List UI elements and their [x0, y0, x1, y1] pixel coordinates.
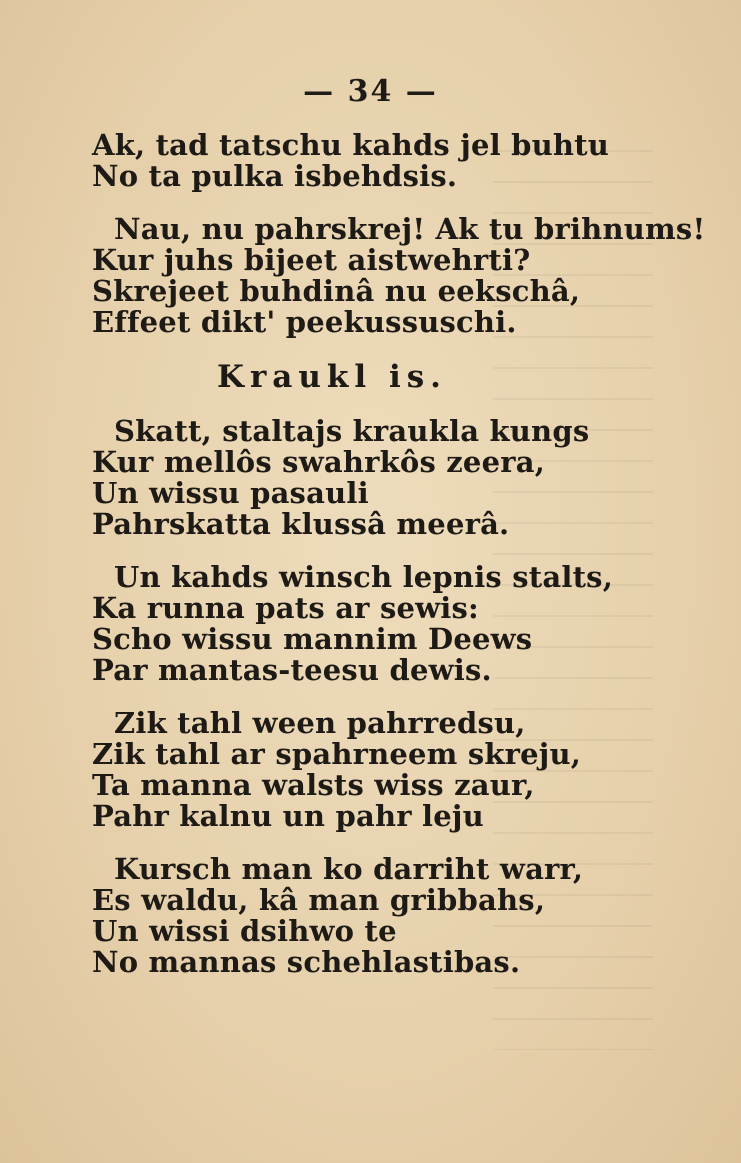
verse-line: Un wissu pasauli: [92, 476, 369, 510]
verse-line: Par mantas-teesu dewis.: [92, 653, 492, 687]
verse-line: Un kahds winsch lepnis stalts,: [114, 560, 613, 594]
verse-line: Skrejeet buhdinâ nu eekschâ,: [92, 274, 581, 308]
verse-line: Kur juhs bijeet aistwehrti?: [92, 243, 531, 277]
stanza-2: [92, 212, 706, 339]
verse-line: No mannas schehlastibas.: [92, 945, 521, 979]
verse-line: Es waldu, kâ man gribbahs,: [92, 883, 546, 917]
verse-line: Un wissi dsihwo te: [92, 914, 397, 948]
verse-line: Skatt, staltajs kraukla kungs: [114, 414, 590, 448]
verse-line: Pahr kalnu un pahr leju: [92, 799, 484, 833]
verse-line: No ta pulka isbehdsis.: [92, 159, 458, 193]
stanza-5: [92, 708, 652, 832]
verse-line: Ka runna pats ar sewis:: [92, 591, 479, 625]
page-number: — 34 —: [303, 74, 438, 109]
verse-line: Ak, tad tatschu kahds jel buhtu: [92, 128, 610, 162]
verse-line: Kur mellôs swahrkôs zeera,: [92, 445, 546, 479]
verse-line: Nau, nu pahrskrej! Ak tu brihnums!: [114, 212, 706, 246]
stanza-3: [92, 416, 652, 540]
verse-line: Ta manna walsts wiss zaur,: [92, 768, 535, 802]
poem-title: Kraukl is.: [217, 359, 447, 395]
stanza-1: [92, 130, 652, 192]
stanza-6: [92, 854, 652, 978]
verse-line: Zik tahl ween pahrredsu,: [114, 706, 526, 740]
verse-line: Kursch man ko darriht warr,: [114, 852, 584, 886]
verse-line: Pahrskatta klussâ meerâ.: [92, 507, 510, 541]
verse-line: Scho wissu mannim Deews: [92, 622, 533, 656]
poem-text: [92, 128, 706, 1000]
stanza-4: [92, 562, 652, 686]
verse-line: Zik tahl ar spahrneem skreju,: [92, 737, 582, 771]
verse-line: Effeet dikt' peekussuschi.: [92, 305, 517, 339]
